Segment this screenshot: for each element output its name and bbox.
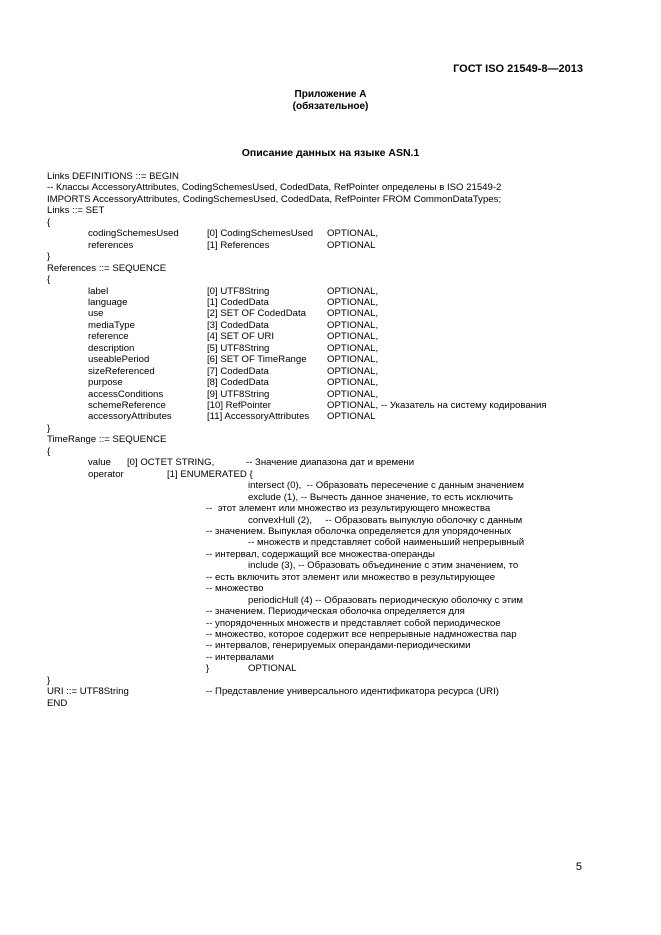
code-line: } [47, 251, 51, 263]
field-name: references [88, 239, 134, 251]
enum-line: -- этот элемент или множество из результирующего множества [206, 503, 491, 515]
enum-line: -- интервалов, генерируемых операндами-периодическими [206, 640, 471, 652]
field-optional: OPTIONAL, [327, 377, 379, 389]
field-name: mediaType [88, 319, 135, 331]
annex-status: (обязательное) [292, 101, 369, 112]
section-title: Описание данных на языке ASN.1 [241, 147, 420, 159]
enum-line: -- упорядоченных множеств и представляет собой периодическое [206, 617, 501, 629]
field-optional: OPTIONAL, -- Указатель на систему кодирования [327, 400, 547, 411]
field-type: [8] CodedData [207, 377, 269, 389]
field-name: useablePeriod [88, 354, 150, 366]
enum-line: -- интервал, содержащий все множества-операнды [206, 548, 435, 560]
field-type: [1] ENUMERATED { [167, 468, 253, 480]
enum-line: -- множеств и представляет собой наименьший непрерывный [248, 537, 525, 549]
field-optional: OPTIONAL, [327, 308, 379, 320]
enum-line: include (3), -- Образовать объединение с этим значением, то [248, 560, 519, 572]
code-line: -- Классы AccessoryAttributes, CodingSchemesUsed, CodedData, RefPointer определены в ISO 21549-2 [47, 182, 502, 194]
field-name: value [88, 457, 111, 469]
enum-line: convexHull (2), -- Образовать выпуклую оболочку с данным [248, 514, 523, 526]
code-line: } [47, 674, 51, 686]
field-name: language [88, 296, 128, 308]
standard-header: ГОСТ ISO 21549-8—2013 [453, 63, 583, 75]
field-type: [1] CodedData [207, 296, 269, 308]
field-name: sizeReferenced [88, 365, 155, 377]
field-name: label [88, 285, 109, 297]
field-optional: OPTIONAL, [327, 319, 379, 331]
field-type: [1] References [207, 239, 270, 251]
enum-line: -- интервалами [206, 651, 274, 663]
field-name: use [88, 308, 104, 320]
enum-line: intersect (0), -- Образовать пересечение с данным значением [248, 480, 524, 492]
enum-line: exclude (1), -- Вычесть данное значение, то есть исключить [248, 491, 513, 503]
code-line: URI ::= UTF8String [47, 686, 129, 698]
code-line: IMPORTS AccessoryAttributes, CodingSchemesUsed, CodedData, RefPointer FROM CommonDataTypes; [47, 193, 502, 205]
field-name: description [88, 342, 135, 354]
field-name: accessConditions [88, 388, 164, 400]
field-name: accessoryAttributes [88, 411, 172, 423]
field-optional: OPTIONAL, [327, 342, 379, 354]
enum-line: -- значением. Периодическая оболочка определяется для [206, 606, 465, 618]
code-line: } [47, 422, 51, 434]
field-name: reference [88, 331, 129, 343]
field-type: [0] UTF8String [207, 285, 270, 297]
field-type: [0] CodingSchemesUsed [207, 228, 314, 240]
enum-line: -- множество [206, 583, 264, 595]
field-name: operator [88, 468, 124, 480]
code-line: { [47, 445, 51, 457]
annex-title: Приложение А [294, 89, 367, 100]
code-line: TimeRange ::= SEQUENCE [47, 434, 167, 446]
field-type: [6] SET OF TimeRange [207, 354, 307, 366]
code-comment: -- Значение диапазона дат и времени [246, 457, 415, 469]
code-line: References ::= SEQUENCE [47, 262, 167, 274]
field-type: [11] AccessoryAttributes [207, 411, 310, 423]
field-type: [7] CodedData [207, 365, 269, 377]
field-optional: OPTIONAL, [327, 365, 379, 377]
field-name: codingSchemesUsed [88, 228, 179, 240]
field-optional: OPTIONAL, [327, 388, 379, 400]
field-type: [4] SET OF URI [207, 331, 274, 343]
field-optional: OPTIONAL, [327, 331, 379, 343]
field-name: purpose [88, 377, 123, 389]
enum-line: } [206, 663, 210, 675]
field-type: [0] OCTET STRING, [127, 457, 215, 469]
enum-line: -- множество, которое содержит все непрерывные надмножества пар [206, 629, 517, 640]
code-line: Links ::= SET [47, 205, 105, 217]
field-optional: OPTIONAL [327, 239, 376, 251]
field-optional: OPTIONAL [248, 663, 297, 675]
field-optional: OPTIONAL, [327, 285, 379, 297]
field-type: [2] SET OF CodedData [207, 308, 307, 320]
enum-line: periodicHull (4) -- Образовать периодическую оболочку с этим [248, 594, 523, 606]
code-line: { [47, 216, 51, 228]
page-number: 5 [575, 861, 582, 873]
enum-line: -- есть включить этот элемент или множество в результирующее [206, 571, 496, 583]
field-type: [3] CodedData [207, 319, 269, 331]
enum-line: -- значением. Выпуклая оболочка определяется для упорядоченных [206, 525, 512, 537]
code-line: END [47, 697, 68, 709]
field-name: schemeReference [88, 400, 166, 411]
field-type: [5] UTF8String [207, 342, 270, 354]
field-optional: OPTIONAL, [327, 228, 379, 240]
field-optional: OPTIONAL, [327, 296, 379, 308]
field-type: [10] RefPointer [207, 400, 271, 411]
code-line: Links DEFINITIONS ::= BEGIN [47, 171, 179, 182]
code-line: { [47, 274, 51, 286]
field-type: [9] UTF8String [207, 388, 270, 400]
field-optional: OPTIONAL, [327, 354, 379, 366]
code-comment: -- Представление универсального идентификатора ресурса (URI) [206, 686, 499, 698]
field-optional: OPTIONAL [327, 411, 376, 423]
